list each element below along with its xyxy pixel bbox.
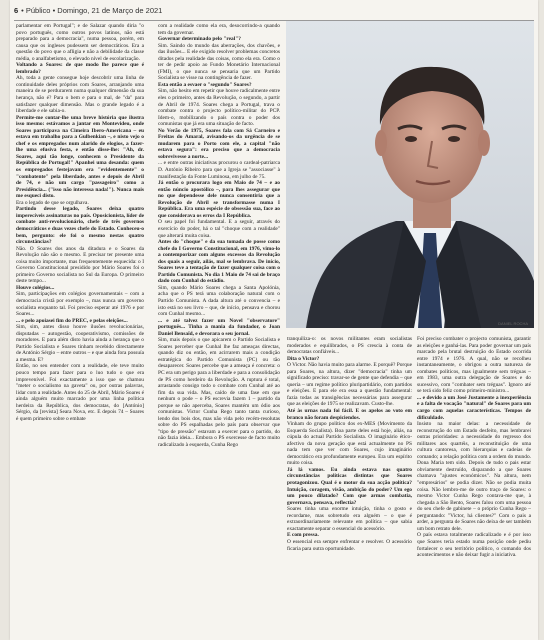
photo-credit: DANIEL ROCHA: [498, 321, 528, 326]
interview-question: No Verão de 1975, Soares fala com Sá Carneiro e Freitas do Amaral, avisando-os da urgência de se mudarem para o Porto com ele, a capital "não estava segura": era preciso que a democracia sobrevivesse a norte...: [158, 127, 280, 160]
article-paragraph: Era o legado de que se orgulhava.: [16, 199, 89, 206]
article-column-3: [287, 336, 412, 633]
article-paragraph: Foi preciso combater o projecto comunista, garantir as eleições e ganhá-las. Para poder governar um país marcado pela brutal destruição do Estado ocorrida entre 1974 e 1976. A qual, não se recolheu instantaneamente, o obrigou a outra natureza de combates políticos, mas igualmente sem tréguas – em 1983, uma outra delegação de Soares e do sucessivo, com "combater sem tréguas". Ignoro até se terá sido feliz como primeiro-ministro...: [417, 336, 531, 395]
interview-question: Já então o procurara logo em Maio de 74 – e ao então núncio apostólico –, para lhes assegurar que no que dependesse dele nunca consentiria que a Revolução de Abril se transformasse numa I República. Era uma espécie de obsessão sua, face ao que considerava os erros da I República.: [158, 180, 280, 219]
left-eye: [405, 136, 417, 142]
interview-question: ... e pelo apoiasei fim do PREC, e pelas eleições...: [16, 317, 128, 324]
interview-question: Já lá vamos. Eu ainda estava nas quatro circunstâncias políticas distintas que Soares protagonizou. Qual é o motor da sua acção política? Intuição, coragem, visão, ambição do poder? Um ego um pouco dilatado? Com que armas combatia, governava, pensava, reflectia?: [287, 466, 412, 506]
article-column-1: [16, 23, 144, 633]
right-eye: [448, 136, 460, 142]
article-paragraph: Sim, não hesito em repetir que houve radicalmente entre eles o primeiro, antes da Revolução, o segundo, a partir de Abril de 1974. Soares chega a Portugal, trava o combate contra o projecto político-militar do PCP. Idem-o, mobilizando o país contra o poder dos comunistas que já era uma situação de facto.: [158, 88, 280, 128]
interview-question: Governar determinado pelo "real"?: [158, 36, 241, 43]
interview-question: ... e devido a um José Justamente a inexperiência e a falta de vocação "natural" de Soares para um cargo com aquelas características. Tempos de dificuldade.: [417, 394, 531, 421]
interview-question: Partindo desse legado, Soares deixa quatro imperecíveis assinaturas no país. Oposicionista, líder de combate anti-revolucionário, chefe de três governos democráticos e duas vezes chefe do Estado. Conheceu-o bem, pergunto: ele foi o mesmo nestas quatro circunstâncias?: [16, 206, 144, 246]
right-ear: [478, 130, 490, 156]
article-paragraph: Não. O Soares dos anos da ditadura e o Soares da Revolução não são o mesmo. E precisar ter presente uma coisa muito importante, mas frequentemente esquecida: o I Governo Constitucional presidido por Mário Soares foi o primeiro Governo socialista no Sul da Europa. O primeiro deste tempo...: [16, 245, 144, 285]
article-paragraph: parlamentar em Portugal"; e de Salazar quando diria "o povo português, como outros povos latinos, não está preparado para a democracia", numa pessoa, porém, em causa que os ingleses pudessem ser democráticos. Era a questão do povo que o afligia e não a debilidade da classe média, o analfabetismo, o elevado nível de escolarização.: [16, 23, 144, 62]
article-paragraph: Sim, mais depois o que apicarem o Partido Socialista e Soares perceber que Cunhal lhe faz ameaças directas, quando diz ou então, em acirrarem mais a condição estratégica do Partido Comunista (PC) ou tão desaparecer. Soares percebe que a ameaça é concreta: o PC era um perigo para a liberdade e para a consolidação de PS como herdeiro da Revolução. A ruptura é total, arrastando consigo todo o combate com Cunhal até ao fim da sua vida. Mas, caído de uma fase em que nenhum o pode – o PS escrevia fazem 1 – partido da porque se não aperceba, Soares mantém um ódio aos comunistas. Victor Cunha Rego tanto tanta curioso, lendo dos bois dos, mas não vida pelo recém-resolutas sobre do PS espalhadas pelo país para observar que "tipo de pressão" estavam a exercer para o partido, do não fazia ideia... Embora o PS exercesse de facto muito radicalizado à esquerda, Cunha Rego: [158, 337, 280, 448]
interview-question: E com pressa.: [287, 532, 319, 539]
interview-question: Dita o Victor?: [287, 355, 320, 362]
article-paragraph: O essencial era sempre enfrentar e resolver. O acessório ficaria para outra oportunidade.: [287, 538, 412, 552]
portrait-photo: [286, 21, 534, 328]
article-paragraph: O país estava totalmente radicalizado e é por isso que Soares teria estado numa posição onde pediu fortalecer o seu território político, o comando dos acontecimentos e não deixar fugir a iniciativa.: [417, 532, 531, 559]
article-paragraph: Soares tinha uma enorme intuição, tinha o gosto e recordame, mas sobretudo era alguém – o que é extraordinariamente relevante em política – que sabia exactamente separar o essencial do acessório.: [287, 506, 412, 532]
article-paragraph: O Victor. Não havia muito para alarme. E porquê? Porque para Soares, na altura, dizer "democracia" tinha um significado preciso: travar-se de gente que defendia – que queria – um regime político pluripartidário, com partidos e eleições. E para ele era essa a questão fundamental: fazia todas as transigências necessárias para assegurar que as eleições de 1975 se realizavam. Custo-lhe.: [287, 362, 412, 408]
article-paragraph: Então, no seu entender com a realidade, ele teve muito pouco tempo para fazer para o luo tudo o que era imprevenível. Foi exactamente a isso que se chamou "meter o socialismo na gaveta" ou, por outras palavras, lidar com a realidade. Antes do 25 de Abril, Mário Soares é ainda alguém muito marcado por uma linha política herdeira da República, dos democratas, do [António] Sérgio, da [revista] Seara Nova, etc. E depois 74 – Soares é quem primeiro sobre o embate: [16, 363, 144, 422]
article-paragraph: Sim, quando Mário Soares chega a Santa Apolónia, acha que o PS terá uma colaboração natural com o Partido Comunista. A dada altura até o convencia – e isto está no seu livro – que, de início, pensava e chorou com Cunhal mesmo...: [158, 284, 280, 318]
interview-question: Esta então a esvaer o "segundo" Soares?: [158, 81, 252, 88]
article-paragraph: O seu papel foi fundamental. E a seguir, através do exercício do poder, há o tal "choque com a realidade" que alterará muita coisa.: [158, 219, 280, 239]
interview-question: Voltando a Soares: de que modo lhe parece que é lembrado?: [16, 62, 144, 75]
article-paragraph: Vinham do grupo político dos ex-MES (Movimento da Esquerda Socialista). Boa parte deles está hoje, aliás, na cúpula do actual Partido Socialista. O imaginário ético-afectivo da nova geração que está actualmente no PS nada tem que ver com Soares, cujo imaginário democrático era profundamente europeu. Era um espírito muito coisa.: [287, 421, 412, 467]
article-paragraph: Sim. Saindo do mundo das aberrações, dos chavões, e das ilusões... E ele exigido resolver problemas concretos ditados pela realidade das coisas, como ela era. Como o ter de pedir apoio ao Fundo Monetário Internacional (FMI), o que nunca se pensaria que um Partido Socialista se visse na contingência de fazer.: [158, 42, 280, 82]
article-paragraph: Insisto na maior delas: a necessidade de reconstrução do um Estado desfeito, mas lembrarei outras prioridades: a necessidade do regresso dos militares aos quartéis, a reconstituição de uma cultura cantoresa, com hierarquias e cadeias de comando; a relação política com a ordem do mundo. Dona Maria tem sido. Depois de tudo o pais estar obviamente destruído, disparando a que Soares chamava "ajustes económicos". Na altura, nem "empresários" se podia dizer. Não se podia muita coisa. Não lembro-me de outro traço de Soares: o mesmo Victor Cunha Rego contava-me que, à chegada a São Bento, Soares falou com uma pessoa do seu chefe de gabinete – o próprio Cunha Rego – perguntando: "Victor, há clientes?" Com o pais a arder, a pergunta de Soares não deixa de ser também um bom retrato dele.: [417, 421, 531, 532]
article-paragraph: com a realidade como ela era, desocorrindo-a quando tem da governar.: [158, 23, 280, 36]
interview-question: Antes do "choque" e da sua tomada de posse como chefe do I Governo Constitucional, em 1976, vimo-lo a contemporizar com alguns excessos da Revolução dos quais a seguir, ailás, mal se lembrava. De início, Soares teve a tentação de fazer qualquer coisa com o Partido Comunista. No dia 1 Maio de 74 sai de braço dado com Cunhal do estádio.: [158, 239, 280, 285]
interview-question: Houve colégios...: [16, 284, 55, 291]
article-paragraph: Sim, sim, antes disso houve ilusões revolucionárias, disputadas – autogestão, cooperativismo, comissões de moradores. E para além disto havia ainda a herança que o Partido Socialista e Soares tinham recebido directamente de António Sérgio – entre outros – e que ainda fora possuía a mesma. E?: [16, 324, 144, 363]
left-ear: [375, 130, 387, 156]
article-paragraph: ... e entre outras iniciativas procurou o cardeal-patriarca D. António Ribeiro para que a Igreja se "associasse" à manifestação da Fonte Luminosa, em julho de 75.: [158, 160, 280, 180]
page-header: [10, 0, 538, 20]
interview-question: Permite-me contar-lhe uma breve história que ilustra isso mesmo: estávamos a jantar em Montevideu, onde Soares participava na Cimeira Ibero-Americana – eu estava em trabalho para a Gulbenkian –, e nisto vejo o chef e os empregados num alarido de elogios, a fazer-lhe uma efusiva festa, e então disse-lhe: "Ah, dr. Soares, aqui tão longe, conhecem o Presidente da República de Portugal!" Apanhei uma desanda: quem os empregados festejavam era "evidentemente" o "combatente" pela liberdade, antes e depois de Abril de 74, e não um cargo "passageiro" como a Presidência... ("isso não interessa nada!"). Nunca mais me esqueci disto.: [16, 114, 144, 200]
publication-line: • Público • Domingo, 21 de Março de 2021: [21, 5, 163, 15]
interview-question: Até às urnas nada foi fácil. E os apelos ao voto em branco não foram despiciendos.: [287, 408, 412, 421]
newspaper-page: [10, 0, 538, 640]
portrait-illustration: [286, 21, 534, 328]
interview-question: ... e até talvez fazer um Novel "observatore" português... Tinha a mania da fundador, o Joan Daniel Bensaïd, e devorara o seu jornal.: [158, 317, 280, 337]
article-column-2: [158, 23, 280, 633]
article-paragraph: Sim, participações em colégios governamentais – com a democracia cristã por exemplo –, mas nunca um governo socialista enquanto tal. Foi preciso esperar até 1976 e por Soares...: [16, 291, 144, 318]
article-column-4: [417, 336, 531, 633]
page-number: 6: [14, 5, 19, 15]
article-paragraph: Ah, toda a gente consegue hoje descobrir uma linha de continuidade deles próprios com Soares, arranjando uma maneira de se perdurarem numa qualquer dimensão da sua herança, não é? Para o bem e para o mal, de "da" para satisfazer qualquer dimensão. Mas o grande legado é a liberdade e ele sabia-o.: [16, 75, 144, 115]
article-paragraph: tranquiliza-o: os novos militantes eram socialistas moderados e equilibrados, o PS crescia à conta de democratas confiáveis...: [287, 336, 412, 356]
